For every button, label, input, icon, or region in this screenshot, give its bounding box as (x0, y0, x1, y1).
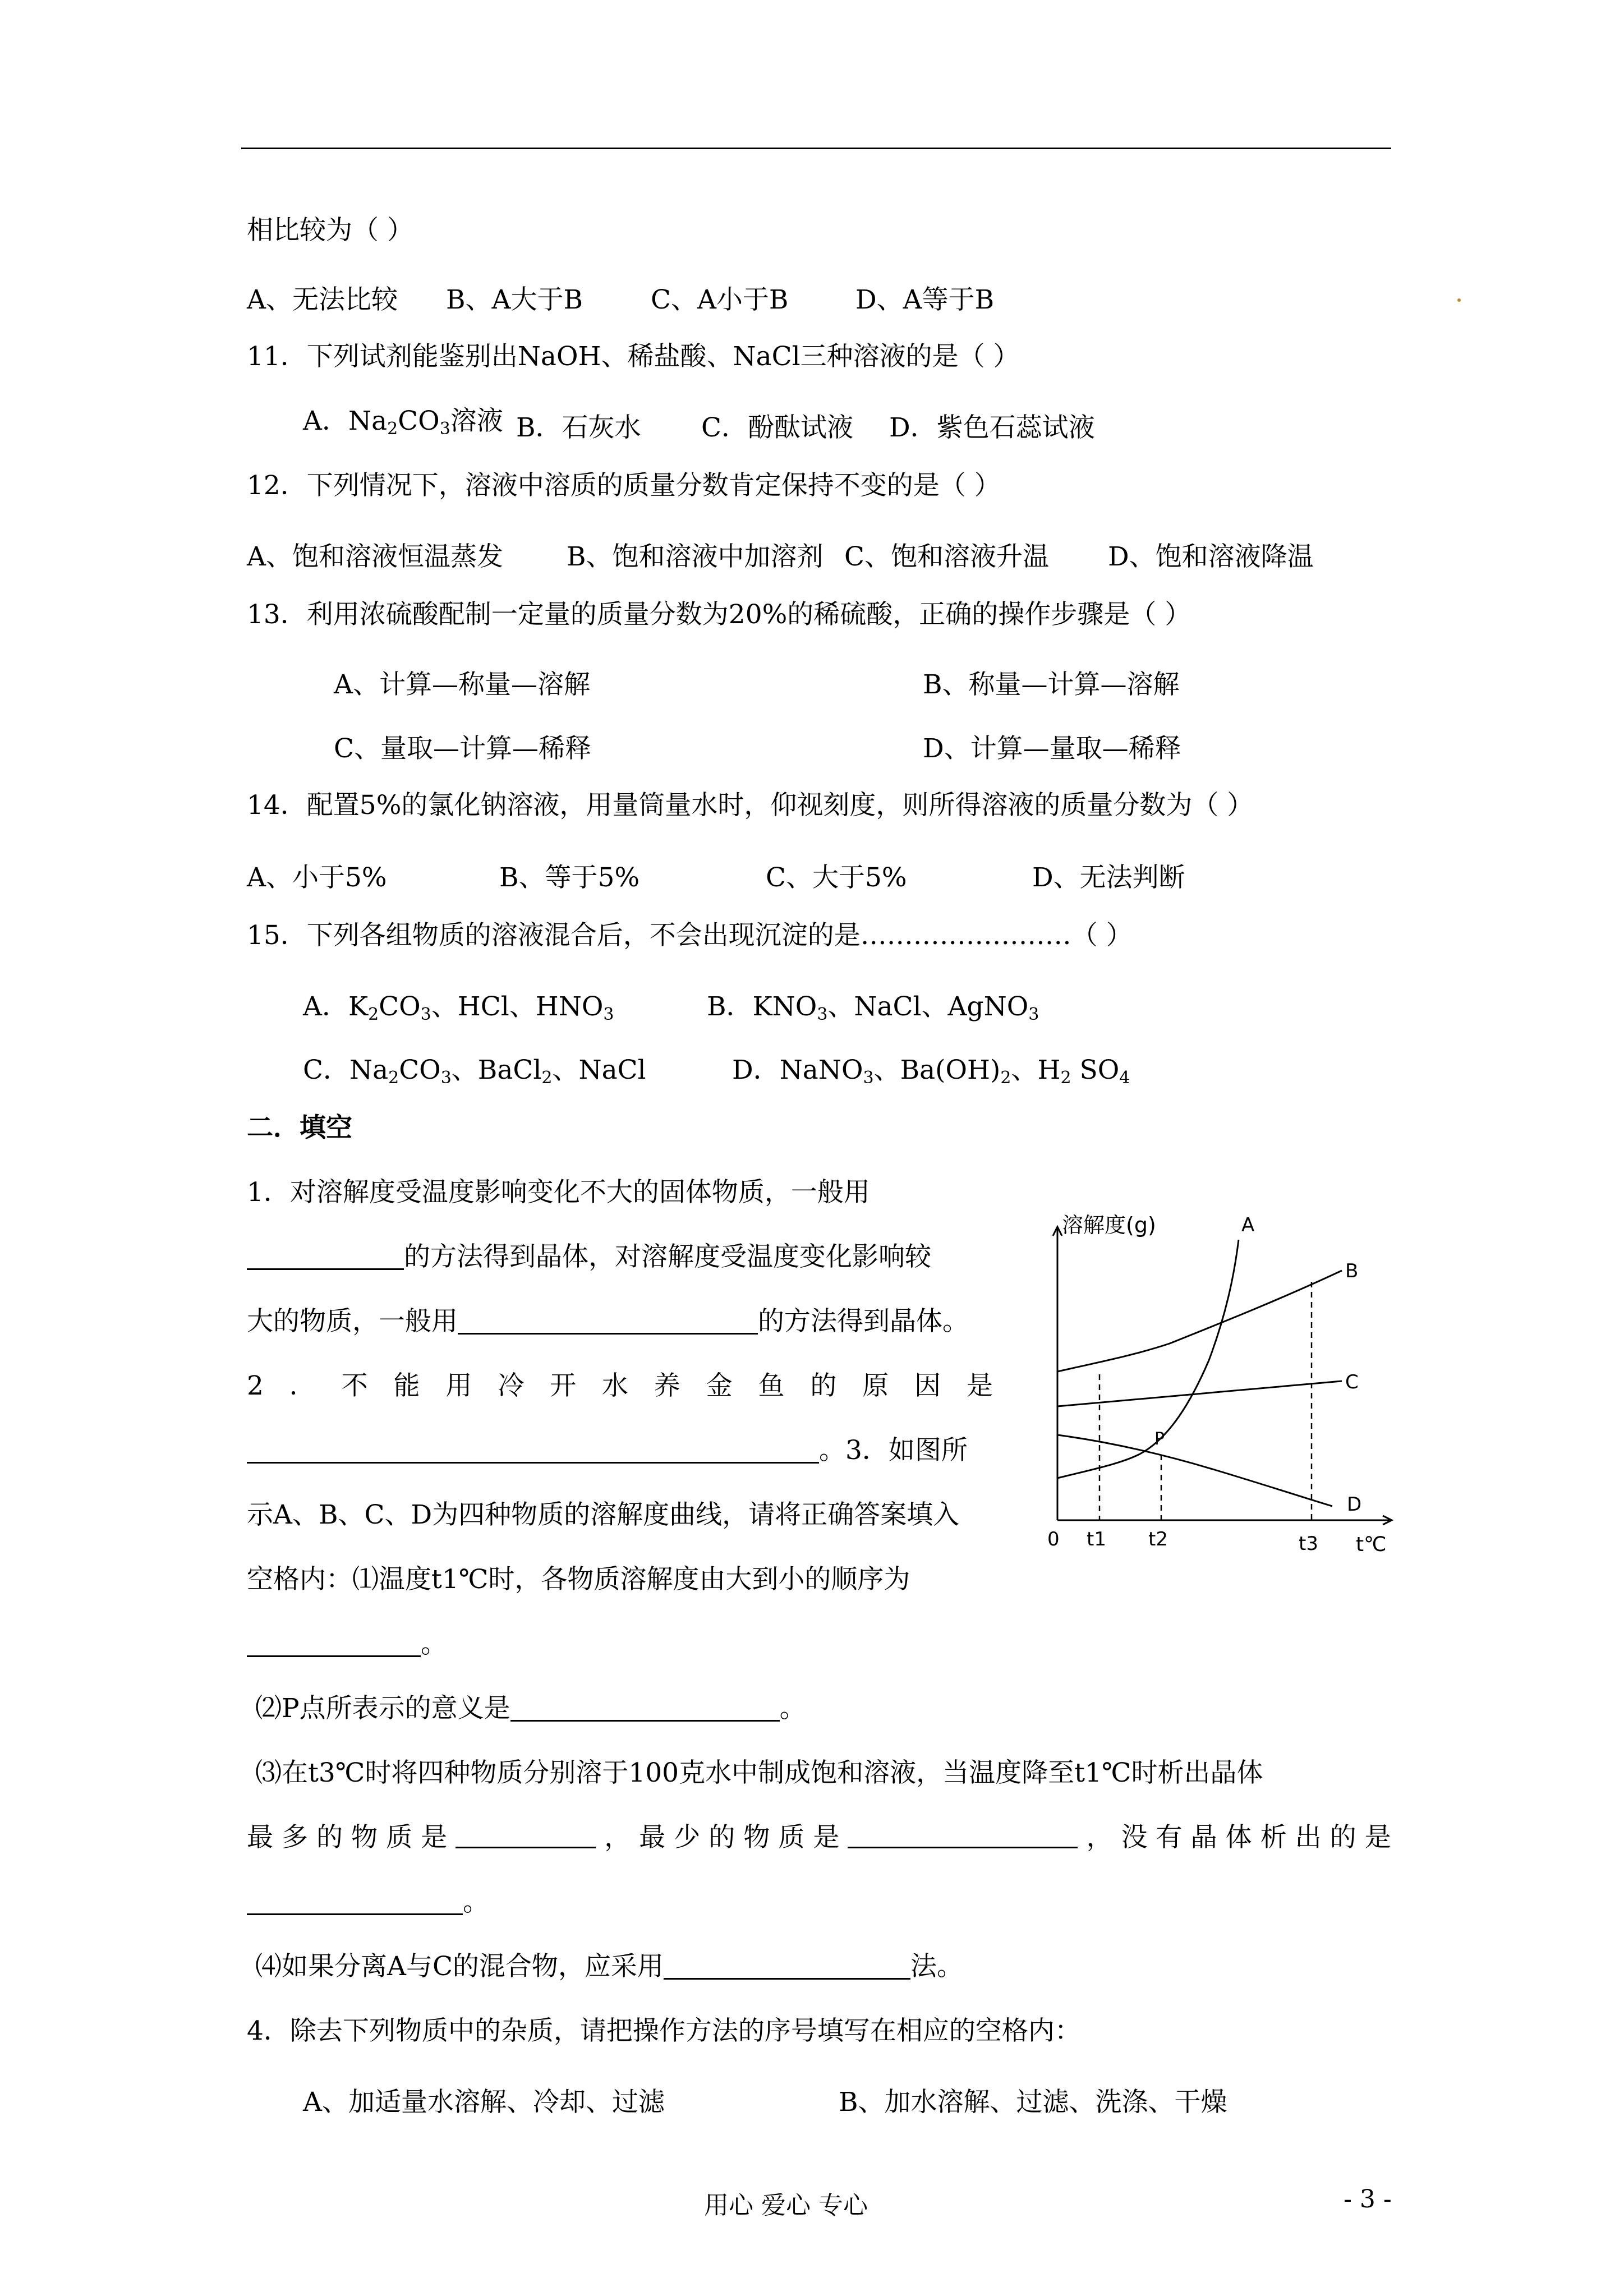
formula-text: 、BaCl (451, 1055, 542, 1085)
subscript: 3 (420, 1005, 431, 1024)
subscript: 3 (603, 1005, 614, 1024)
q15-option-c (303, 1049, 646, 1088)
fill3-char: 少 (674, 1822, 701, 1853)
fill3-char: 体 (1225, 1822, 1252, 1853)
fill1-text: 的方法得到晶体，对溶解度受温度变化影响较 (404, 1241, 931, 1272)
fill3-char: 析 (1260, 1822, 1287, 1853)
q15-option-d (732, 1049, 1130, 1088)
fill3-char: 晶 (1190, 1822, 1217, 1853)
fill3-char: 的 (1329, 1822, 1356, 1853)
curve-D (1057, 1435, 1332, 1506)
fill3-char: ， (604, 1822, 631, 1853)
fill3-text: 法。 (910, 1951, 963, 1982)
fill3-part3-line2 (247, 1823, 1391, 1852)
subscript: 3 (863, 1068, 874, 1088)
fill1-line3 (247, 1307, 969, 1336)
answer-blank[interactable] (247, 1245, 404, 1270)
subscript: 3 (817, 1005, 828, 1024)
fill3-char: 的 (709, 1822, 735, 1853)
q10-option-d: D、A等于B (855, 284, 995, 315)
q11-option-c: C．酚酞试液 (701, 412, 853, 443)
fill2-char: 2 (247, 1370, 264, 1401)
answer-blank[interactable] (247, 1632, 421, 1657)
fill3-char: 质 (386, 1822, 413, 1853)
q14-option-a: A、小于5% (247, 862, 387, 893)
fill3-char: 是 (1364, 1822, 1391, 1853)
fill3-char: 出 (1295, 1822, 1322, 1853)
fill3-part3-line1: ⑶在t3℃时将四种物质分别溶于100克水中制成饱和溶液，当温度降至t1℃时析出晶体 (255, 1757, 1263, 1788)
answer-blank[interactable] (456, 1823, 596, 1848)
fill3-text: 。 (421, 1628, 447, 1659)
q10-stem-tail: 相比较为（ ） (247, 215, 413, 246)
answer-blank[interactable] (510, 1696, 780, 1722)
fill4-option-a: A、加适量水溶解、冷却、过滤 (303, 2087, 665, 2118)
q12-option-a: A、饱和溶液恒温蒸发 (247, 541, 503, 572)
q14-stem: 14．配置5%的氯化钠溶液，用量筒量水时，仰视刻度，则所得溶液的质量分数为（ ） (247, 790, 1254, 821)
fill2-char: 不 (341, 1370, 368, 1401)
subscript: 3 (440, 1068, 452, 1088)
q15-option-a (303, 986, 614, 1024)
q13-option-d: D、计算—量取—稀释 (923, 733, 1181, 764)
q13-option-a: A、计算—称量—溶解 (334, 669, 590, 700)
tick-label-t2: t2 (1148, 1528, 1168, 1550)
fill2-line2 (247, 1436, 968, 1465)
q11-option-a-text: 溶液 (450, 406, 503, 436)
fill3-char: ， (1086, 1822, 1113, 1853)
formula-text: 、HCl、HNO (431, 991, 604, 1022)
fill3-char: 有 (1156, 1822, 1183, 1853)
stray-dot (1457, 298, 1461, 302)
q11-option-d: D．紫色石蕊试液 (889, 412, 1095, 443)
curve-label-D: D (1347, 1493, 1362, 1516)
q13-option-b: B、称量—计算—溶解 (923, 669, 1180, 700)
fill2-char: 金 (706, 1370, 733, 1401)
subscript: 2 (388, 1068, 399, 1088)
curve-label-A: A (1241, 1214, 1255, 1236)
fill3-text: ⑵P点所表示的意义是 (255, 1693, 510, 1724)
q11-options (303, 407, 503, 438)
fill2-char: 水 (601, 1370, 628, 1401)
fill3-char: 多 (282, 1822, 309, 1853)
q13-stem: 13．利用浓硫酸配制一定量的质量分数为20%的稀硫酸，正确的操作步骤是（ ） (247, 599, 1191, 630)
footer-motto: 用心 爱心 专心 (704, 2191, 868, 2220)
fill2-char: 能 (393, 1370, 420, 1401)
subscript: 3 (1028, 1005, 1039, 1024)
q10-option-a: A、无法比较 (247, 284, 398, 315)
q11-option-b: B．石灰水 (516, 412, 641, 443)
fill3-text: 。3．如图所 (819, 1435, 968, 1466)
q11-option-a-text: CO (398, 406, 440, 436)
fill2-char: 养 (654, 1370, 680, 1401)
fill3-char: 是 (813, 1822, 840, 1853)
fill2-char: ． (289, 1370, 316, 1401)
answer-blank[interactable] (247, 1438, 819, 1464)
q12-option-c: C、饱和溶液升温 (844, 541, 1049, 572)
q12-stem: 12．下列情况下，溶液中溶质的质量分数肯定保持不变的是（ ） (247, 470, 1001, 501)
origin-label: 0 (1047, 1528, 1060, 1550)
subscript: 2 (1060, 1068, 1071, 1088)
point-label-P: P (1154, 1429, 1165, 1449)
header-rule (241, 148, 1391, 149)
fill3-char: 物 (743, 1822, 770, 1853)
curve-A (1057, 1240, 1239, 1478)
fill1-line2 (247, 1243, 931, 1272)
fill3-line3 (247, 1630, 447, 1659)
fill3-text: 。 (463, 1887, 489, 1917)
section-heading: 二．填空 (247, 1112, 352, 1143)
formula-text: 、Ba(OH) (873, 1055, 1001, 1085)
formula-text: 、NaCl、AgNO (827, 991, 1029, 1022)
fill4-stem: 4．除去下列物质中的杂质，请把操作方法的序号填写在相应的空格内： (247, 2016, 1081, 2046)
page-number: - 3 - (1344, 2185, 1392, 2214)
formula-text: CO (399, 1055, 441, 1085)
fill2-char: 冷 (498, 1370, 525, 1401)
fill3-text: ⑷如果分离A与C的混合物，应采用 (255, 1951, 664, 1982)
q10-option-b: B、A大于B (446, 284, 583, 315)
q12-option-b: B、饱和溶液中加溶剂 (567, 541, 823, 572)
fill3-char: 没 (1121, 1822, 1148, 1853)
curve-label-B: B (1345, 1260, 1359, 1282)
formula-text: A．K (303, 991, 369, 1022)
fill3-part2 (255, 1694, 806, 1723)
answer-blank[interactable] (458, 1309, 758, 1335)
fill3-char: 最 (247, 1822, 273, 1853)
fill2-char: 是 (966, 1370, 993, 1401)
fill3-char: 物 (351, 1822, 378, 1853)
fill1-text: 大的物质，一般用 (247, 1306, 458, 1337)
q11-stem: 11．下列试剂能鉴别出NaOH、稀盐酸、NaCl三种溶液的是（ ） (247, 341, 1020, 372)
subscript: 2 (368, 1005, 379, 1024)
q11-option-a-text: A．Na (303, 406, 388, 436)
fill2-char: 开 (550, 1370, 577, 1401)
subscript: 2 (387, 419, 398, 439)
q14-option-b: B、等于5% (499, 862, 640, 893)
fill3-part4 (255, 1952, 963, 1981)
fill1-text: 的方法得到晶体。 (758, 1306, 969, 1337)
subscript: 4 (1119, 1068, 1130, 1088)
fill3-text: 。 (779, 1693, 806, 1724)
q10-option-c: C、A小于B (651, 284, 789, 315)
q15-stem: 15．下列各组物质的溶液混合后，不会出现沉淀的是……………………（ ） (247, 920, 1133, 951)
fill3-char: 是 (421, 1822, 448, 1853)
fill3-char: 质 (778, 1822, 805, 1853)
fill1-line1: 1．对溶解度受温度影响变化不大的固体物质，一般用 (247, 1177, 870, 1208)
q14-option-d: D、无法判断 (1032, 862, 1185, 893)
curve-B (1057, 1271, 1342, 1372)
formula-text: 、NaCl (552, 1055, 646, 1085)
tick-label-t3: t3 (1299, 1533, 1318, 1555)
fill4-option-b: B、加水溶解、过滤、洗涤、干燥 (839, 2087, 1227, 2118)
answer-blank[interactable] (247, 1890, 463, 1915)
subscript: 2 (541, 1068, 553, 1088)
fill2-char: 的 (810, 1370, 837, 1401)
formula-text: CO (379, 991, 421, 1022)
fill3-part3-line3 (247, 1888, 489, 1917)
formula-text: 、H (1011, 1055, 1061, 1085)
fill2-char: 用 (445, 1370, 472, 1401)
fill3-char: 的 (316, 1822, 343, 1853)
fill3-line1: 示A、B、C、D为四种物质的溶解度曲线，请将正确答案填入 (247, 1499, 960, 1530)
fill2-char: 原 (862, 1370, 889, 1401)
y-axis-label: 溶解度(g) (1062, 1214, 1156, 1237)
fill2-char: 因 (914, 1370, 941, 1401)
curve-label-C: C (1345, 1371, 1359, 1393)
q13-option-c: C、量取—计算—稀释 (334, 733, 591, 764)
fill3-char: 最 (639, 1822, 666, 1853)
answer-blank[interactable] (848, 1823, 1078, 1848)
q15-option-b (707, 986, 1039, 1024)
formula-text: C．Na (303, 1055, 389, 1085)
q14-option-c: C、大于5% (766, 862, 907, 893)
formula-text: D．NaNO (732, 1055, 863, 1085)
fill3-line2: 空格内：⑴温度t1℃时，各物质溶解度由大到小的顺序为 (247, 1564, 910, 1595)
tick-label-t1: t1 (1087, 1528, 1106, 1550)
formula-text: SO (1079, 1055, 1120, 1085)
x-axis-label: t℃ (1356, 1533, 1387, 1556)
subscript: 3 (439, 419, 450, 439)
solubility-chart (1041, 1214, 1400, 1596)
fill2-char: 鱼 (758, 1370, 785, 1401)
q12-option-d: D、饱和溶液降温 (1108, 541, 1314, 572)
formula-text: B．KNO (707, 991, 817, 1022)
fill2-line1 (247, 1372, 993, 1401)
answer-blank[interactable] (664, 1954, 910, 1980)
subscript: 2 (1000, 1068, 1011, 1088)
